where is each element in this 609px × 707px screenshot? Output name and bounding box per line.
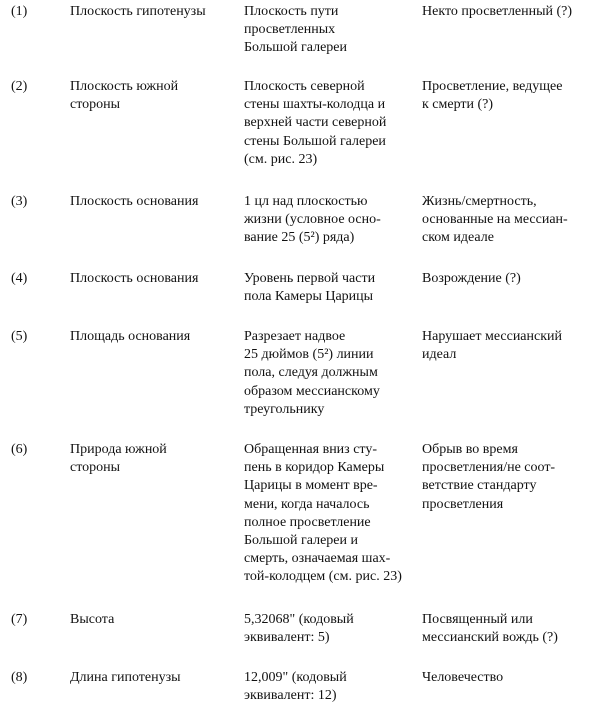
element-name: Длина гипотенузы	[70, 670, 181, 685]
element-name: Плоскость гипотенузы	[70, 4, 206, 19]
element-meaning: Жизнь/смертность, основанные на мессиан- ском идеале	[422, 194, 568, 246]
element-name: Плоскость основания	[70, 194, 199, 209]
row-number: (6)	[11, 442, 28, 457]
element-description: Плоскость пути просветленных Большой галереи	[244, 4, 347, 56]
element-name: Плоскость южной стороны	[70, 79, 179, 113]
row-number: (4)	[11, 271, 28, 286]
row-number: (8)	[11, 670, 28, 685]
element-meaning: Просветление, ведущее к смерти (?)	[422, 79, 563, 113]
element-description: Плоскость северной стены шахты-колодца и верхней части северной стены Большой галереи (см. рис. 23)	[244, 79, 387, 167]
element-description: 5,32068" (кодовый эквивалент: 5)	[244, 612, 354, 646]
element-name: Плоскость основания	[70, 271, 199, 286]
element-description: Уровень первой части пола Камеры Царицы	[244, 271, 376, 305]
element-meaning: Некто просветленный (?)	[422, 4, 573, 19]
element-description: Обращенная вниз сту- пень в коридор Камеры Царицы в момент вре- мени, когда началось полное просветление Большой галереи и смерть, означаемая шах- той-колодцем (см. рис. 23)	[244, 442, 402, 585]
row-number: (1)	[11, 4, 28, 19]
row-number: (7)	[11, 612, 28, 627]
row-number: (3)	[11, 194, 28, 209]
element-meaning: Обрыв во время просветления/не соот- ветствие стандарту просветления	[422, 442, 556, 512]
element-meaning: Возрождение (?)	[422, 271, 521, 286]
element-name: Площадь основания	[70, 329, 191, 344]
element-meaning: Нарушает мессианский идеал	[422, 329, 563, 363]
element-meaning: Посвященный или мессианский вождь (?)	[422, 612, 558, 646]
element-description: 1 цл над плоскостью жизни (условное осно- вание 25 (5²) ряда)	[244, 194, 381, 246]
element-name: Высота	[70, 612, 115, 627]
row-number: (2)	[11, 79, 28, 94]
element-description: 12,009" (кодовый эквивалент: 12)	[244, 670, 347, 704]
element-meaning: Человечество	[422, 670, 504, 685]
element-description: Разрезает надвое 25 дюймов (5²) линии пола, следуя должным образом мессианскому треугольнику	[244, 329, 380, 417]
element-name: Природа южной стороны	[70, 442, 167, 476]
row-number: (5)	[11, 329, 28, 344]
